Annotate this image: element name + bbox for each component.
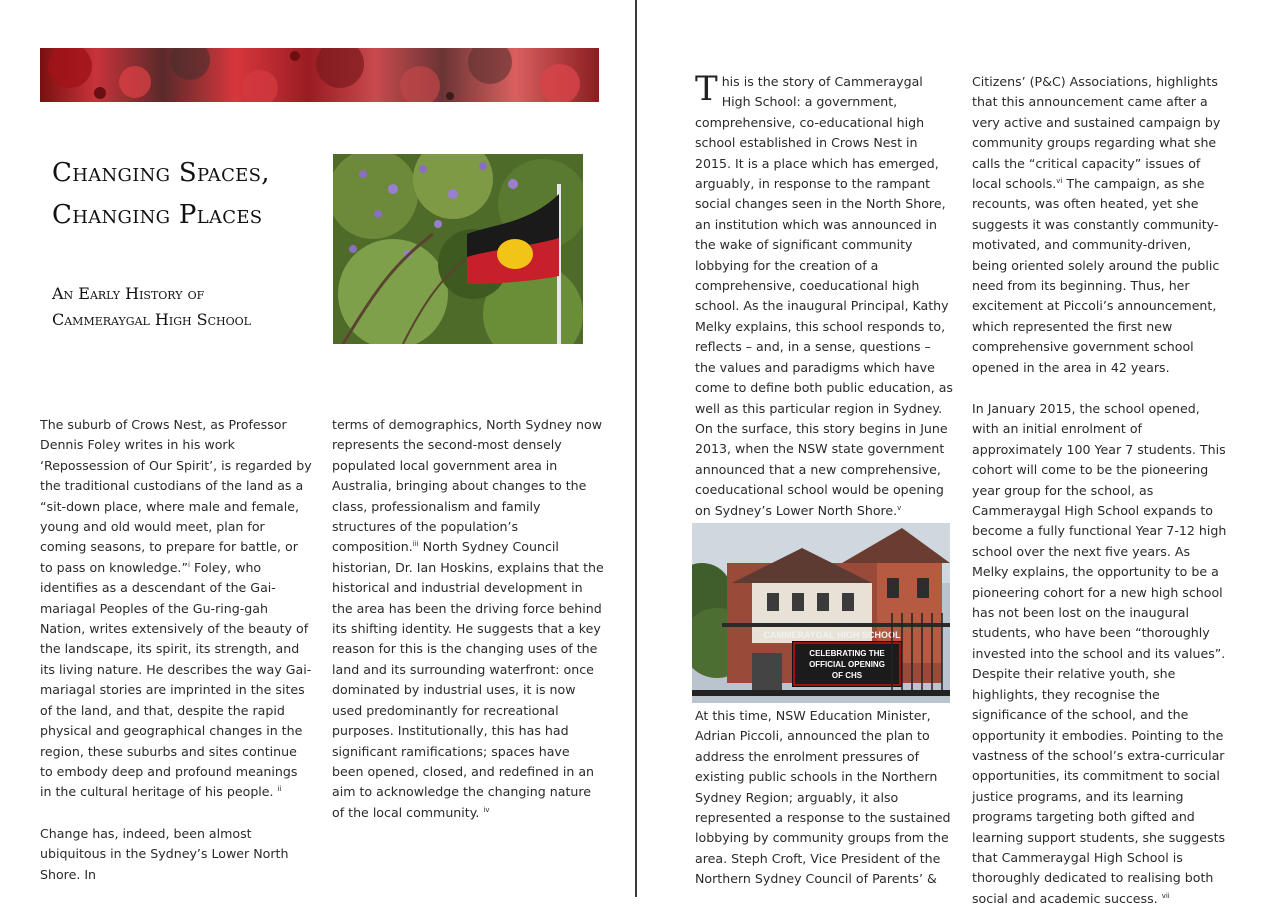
aboriginal-flag-photo xyxy=(333,154,583,344)
text-run: his is the story of Cammeraygal High School: a government, comprehensive, co-educational high school established in Crows Nest in 2015. It is a place which has emerged, arguably, in response to the rampant social changes seen in the North Shore, an institution which was announced in the wake of significant community lobbying for the creation of a comprehensive, coeducational high school. As the inaugural Principal, Kathy Melky explains, this school responds to, reflects – and, in a sense, questions – the values and paradigms which have come to define both public education, as well as this particular region in Sydney. xyxy=(695,74,953,416)
paragraph: Change has, indeed, been almost ubiquitous in the Sydney’s Lower North Shore. In xyxy=(40,825,289,882)
body-column-left-1 xyxy=(40,415,312,885)
footnote-marker: v xyxy=(897,503,902,512)
text-run: North Sydney Council historian, Dr. Ian Hoskins, explains that the historical and industrial development in the area has been the driving force behind its shifting identity. He suggests that a key reason for this is the changing uses of the land and its surrounding waterfront: once dominated by industrial uses, it is now used predominantly for recreational purposes. Institutionally, this has had significant ramifications; spaces have been opened, closed, and redefined in an aim to acknowledge the changing nature of the local community. xyxy=(332,539,604,820)
text-run: terms of demographics, North Sydney now represents the second-most densely populated local government area in Australia, bringing about changes to the class, professionalism and family structures of the population’s composition. xyxy=(332,417,603,555)
text-run: On the surface, this story begins in June 2013, when the NSW state government announced that a new comprehensive, coeducational school would be opening on Sydney’s Lower North Shore. xyxy=(695,421,948,518)
body-column-right-5 xyxy=(695,706,953,890)
footnote-marker: iv xyxy=(483,805,490,814)
school-board-line-1: CELEBRATING THE xyxy=(809,649,885,658)
footnote-marker: iii xyxy=(412,540,419,549)
body-column-right-3 xyxy=(695,419,953,521)
footnote-marker: i xyxy=(187,560,190,569)
text-run: The suburb of Crows Nest, as Professor Dennis Foley writes in his work ‘Repossession of Our Spirit’, is regarded by the traditional custodians of the land as a “sit-down place, where male and female, young and old would meet, plan for coming seasons, to prepare for battle, or to pass on knowledge.” xyxy=(40,417,312,575)
subtitle-line-1: An Early History of xyxy=(52,284,205,303)
paragraph xyxy=(40,415,312,803)
school-board-line-2: OFFICIAL OPENING xyxy=(809,660,885,669)
body-column-right-2 xyxy=(972,72,1230,378)
title-line-2: Changing Places xyxy=(52,200,263,230)
text-run: Citizens’ (P&C) Associations, highlights that this announcement came after a very active and sustained campaign by community groups regarding what she calls the “critical capacity” issues of local schools. xyxy=(972,74,1221,192)
paragraph xyxy=(332,415,604,823)
paragraph: At this time, NSW Education Minister, Adrian Piccoli, announced the plan to address the enrolment pressures of existing public schools in the Northern Sydney Region; arguably, it also represented a response to the sustained lobbying by community groups from the area. Steph Croft, Vice President of the Northern Sydney Council of Parents’ & xyxy=(695,708,951,887)
footnote-marker: ii xyxy=(277,785,282,794)
page-subtitle xyxy=(52,281,322,333)
school-sign-text: CAMMERAYGAL HIGH SCHOOL xyxy=(763,630,901,640)
subtitle-line-2: Cammeraygal High School xyxy=(52,310,251,329)
paragraph xyxy=(972,399,1230,909)
paragraph xyxy=(695,419,953,521)
text-run: The campaign, as she recounts, was often heated, yet she suggests it was constantly community-motivated, and community-driven, being oriented solely around the public need from its beginning. Thus, her excitement at Piccoli’s announcement, which represented the first new comprehensive government school opened in the area in 42 years. xyxy=(972,176,1220,375)
page-title xyxy=(52,152,332,236)
text-run: In January 2015, the school opened, with an initial enrolment of approximately 100 Year 7 students. This cohort will come to be the pioneering year group for the school, as Cammeraygal High School expands to become a fully functional Year 7-12 high school over the next five years. As Melky explains, the opportunity to be a pioneering cohort for a new high school has not been lost on the inaugural students, who have been “thoroughly invested into the school and its values”. Despite their relative youth, she highlights, they recognise the significance of the school, and the opportunity it embodies. Pointing to the vastness of the school’s extra-curricular opportunities, its commitment to social justice programs, and its learning programs targeting both gifted and learning support students, she suggests that Cammeraygal High School is thoroughly dedicated to realising both social and academic success. xyxy=(972,401,1227,906)
body-column-right-1 xyxy=(695,69,953,419)
school-board-line-3: OF CHS xyxy=(831,671,863,680)
ink-splatter-banner xyxy=(40,48,599,102)
footnote-marker: vii xyxy=(1161,891,1170,900)
body-column-right-4 xyxy=(972,399,1230,909)
school-building-photo xyxy=(692,523,950,703)
body-column-left-2 xyxy=(332,415,604,823)
paragraph xyxy=(972,72,1230,378)
left-page xyxy=(0,0,635,897)
footnote-marker: vi xyxy=(1056,176,1063,185)
title-line-1: Changing Spaces, xyxy=(52,158,270,188)
text-run: Foley, who identifies as a descendant of the Gai-mariagal Peoples of the Gu-ring-gah Nation, writes extensively of the beauty of the landscape, its spirit, its strength, and its living nature. He describes the way Gai-mariagal stories are imprinted in the sites of the land, and that, despite the rapid physical and geographical changes in the region, these suburbs and sites continue to embody deep and profound meanings in the cultural heritage of his people. xyxy=(40,559,312,800)
drop-cap: T xyxy=(695,69,718,109)
paragraph xyxy=(695,69,953,419)
